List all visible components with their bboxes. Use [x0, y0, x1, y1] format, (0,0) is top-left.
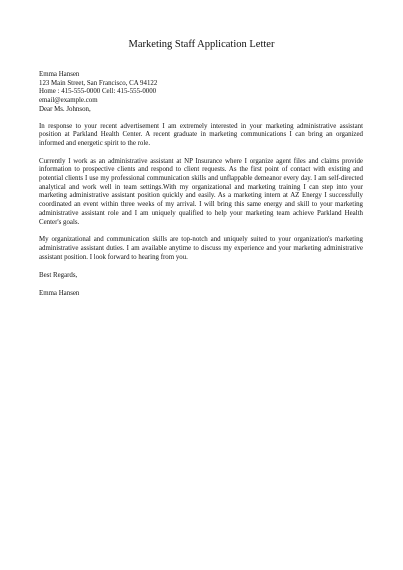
paragraph-closing: My organizational and communication skills are top-notch and uniquely suited to your organization's marketing administrative assistant duties. I am available anytime to discuss my experience and your marketing administrative assistant position. I look forward to hearing from you. [39, 236, 363, 261]
closing-phrase: Best Regards, [39, 272, 78, 280]
paragraph-intro: In response to your recent advertisement I am extremely interested in your marketing administrative assistant position at Parkland Health Center. A recent graduate in marketing communications I can bring an organized informed and energetic spirit to the role. [39, 122, 363, 147]
letter-body [39, 71, 363, 299]
sender-email[interactable]: email@example.com [39, 97, 98, 105]
letter-title: Marketing Staff Application Letter [128, 39, 275, 50]
sender-name: Emma Hansen [39, 71, 80, 78]
sender-phone: Home : 415-555-0000 Cell: 415-555-0000 [39, 88, 157, 96]
salutation: Dear Ms. Johnson, [39, 105, 91, 113]
paragraph-experience: Currently I work as an administrative assistant at NP Insurance where I organize agent files and claims provide information to prospective clients and respond to client requests. As the first point of contact with existing and potential clients I use my professional communication skills and unflappable demeanor every day. I am self-directed analytical and work well in team settings.With my organizational and marketing training I can step into your marketing administrative assistant position quickly and easily. As a marketing intern at AZ Energy I successfully coordinated an event within three weeks of my arrival. I will bring this same energy and skill to your marketing administrative assistant role and I am uniquely qualified to help your marketing team achieve Parkland Health Center's goals. [39, 157, 363, 226]
signature-name: Emma Hansen [39, 290, 80, 298]
sender-address: 123 Main Street, San Francisco, CA 94122 [39, 79, 158, 87]
